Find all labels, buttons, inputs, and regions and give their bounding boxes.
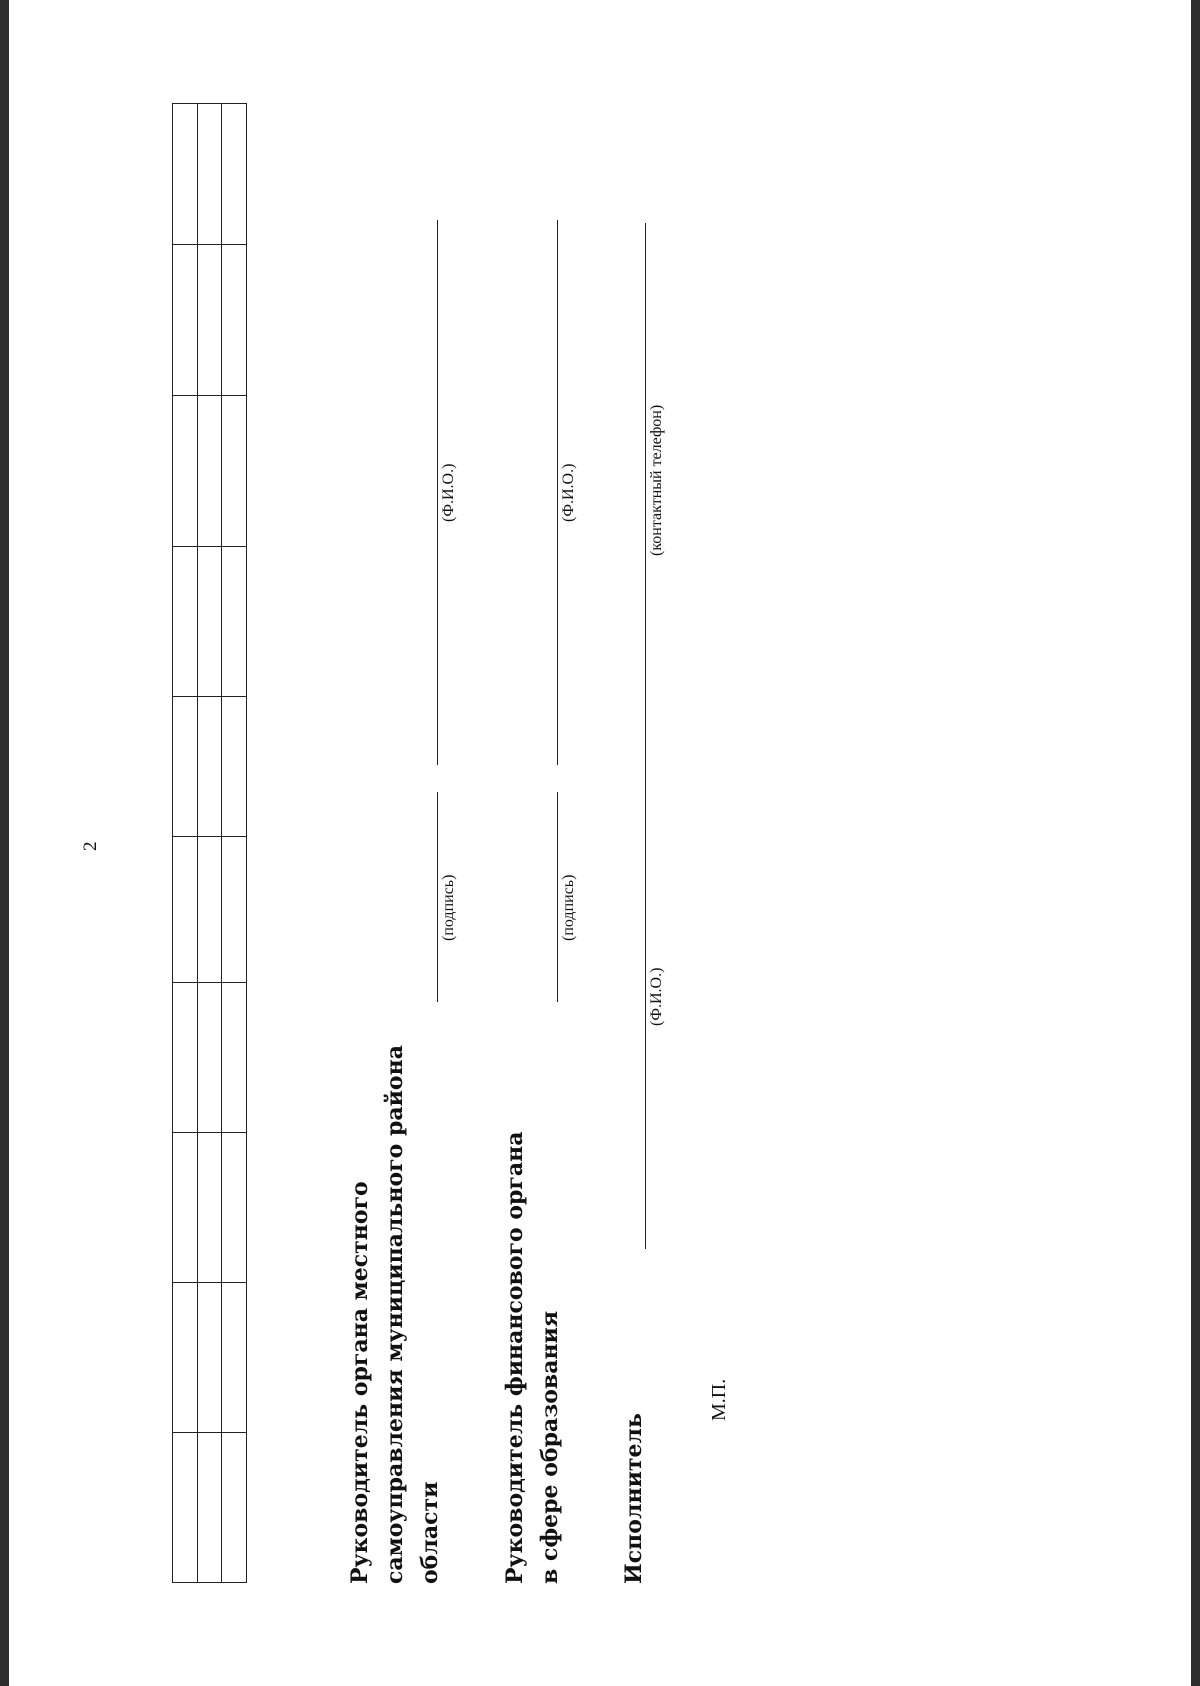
table-cell [197, 104, 222, 245]
table-cell [222, 697, 247, 837]
table-cell [173, 697, 198, 837]
table-cell [222, 104, 247, 245]
table-row [173, 104, 198, 1583]
name-caption: (Ф.И.О.) [560, 463, 577, 522]
executor-label: Исполнитель [621, 1413, 647, 1584]
table-cell [197, 837, 222, 983]
table-cell [197, 1433, 222, 1583]
signature-line [437, 792, 438, 1002]
table-cell [173, 396, 198, 547]
stamp-placeholder: М.П. [708, 1378, 730, 1421]
table-cell [173, 547, 198, 697]
table-cell [173, 1133, 198, 1283]
table-cell [197, 396, 222, 547]
table-cell [197, 697, 222, 837]
table-cell [197, 1283, 222, 1433]
name-caption: (Ф.И.О.) [440, 463, 457, 522]
table-cell [173, 1433, 198, 1583]
label-line: Руководитель финансового органа [502, 1131, 528, 1584]
executor-name-line [645, 730, 646, 1249]
label-line: Руководитель органа местного [347, 1181, 373, 1584]
head-local-gov-label [343, 1045, 448, 1584]
table-cell [222, 983, 247, 1133]
table-cell [173, 245, 198, 396]
table-cell [222, 1433, 247, 1583]
table-cell [222, 245, 247, 396]
table-cell [197, 245, 222, 396]
table-cell [173, 104, 198, 245]
table-cell [173, 983, 198, 1133]
name-line [437, 220, 438, 765]
table-row [222, 104, 247, 1583]
signature-caption: (подпись) [440, 874, 457, 941]
blank-table [172, 103, 247, 1583]
executor-name-caption: (Ф.И.О.) [648, 967, 665, 1026]
table-cell [222, 547, 247, 697]
table-cell [197, 983, 222, 1133]
phone-line [645, 223, 646, 783]
table-cell [173, 837, 198, 983]
table-cell [222, 396, 247, 547]
table-cell [222, 1133, 247, 1283]
phone-caption: (контактный телефон) [648, 404, 665, 556]
label-line: области [417, 1481, 443, 1584]
table-cell [222, 1283, 247, 1433]
table-cell [173, 1283, 198, 1433]
label-line: самоуправления муниципального района [382, 1045, 408, 1584]
label-line: в сфере образования [537, 1310, 563, 1584]
table-row [197, 104, 222, 1583]
signature-caption: (подпись) [560, 874, 577, 941]
head-finance-label [498, 1132, 568, 1584]
name-line [557, 220, 558, 765]
table-cell [197, 547, 222, 697]
table-cell [197, 1133, 222, 1283]
table-cell [222, 837, 247, 983]
page-number: 2 [80, 841, 101, 851]
signature-line [557, 792, 558, 1002]
